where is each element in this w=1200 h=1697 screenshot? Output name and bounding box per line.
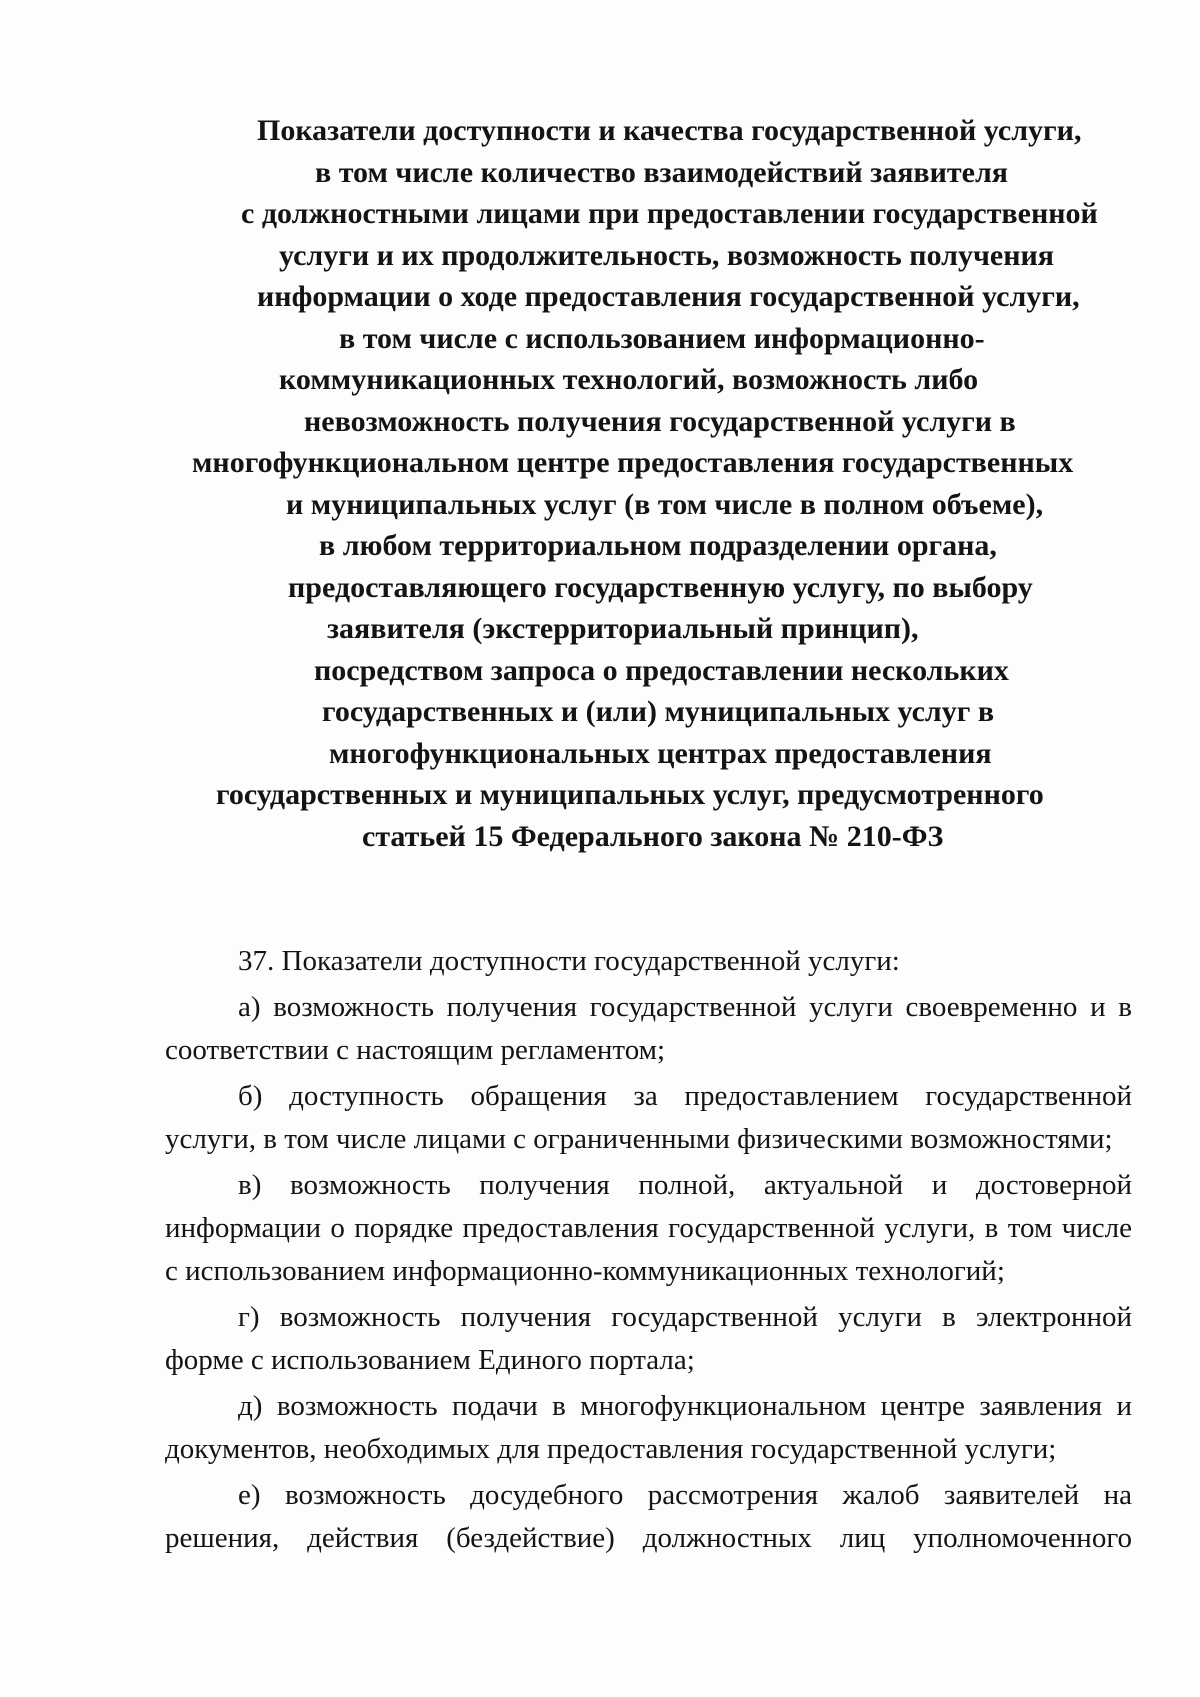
paragraph-item-e: е) возможность досудебного рассмотрения жалоб заявителей на решения, действия (бездействие) должностных лиц уполномоченного <box>165 1479 1132 1554</box>
heading-line: в любом территориальном подразделении органа, <box>319 529 997 562</box>
paragraph-item-d: д) возможность подачи в многофункциональном центре заявления и документов, необходимых для предоставления государственной услуги; <box>165 1390 1132 1465</box>
paragraph-item-v: в) возможность получения полной, актуальной и достоверной информации о порядке предоставления государственной услуги, в том числе с использованием информационно-коммуникационных технологий; <box>165 1169 1132 1287</box>
heading-line: невозможность получения государственной услуги в <box>304 404 1016 438</box>
heading-line: многофункциональном центре предоставления государственных <box>192 446 1074 479</box>
heading-line: Показатели доступности и качества государственной услуги, <box>257 114 1082 147</box>
heading-line: коммуникационных технологий, возможность либо <box>279 363 979 396</box>
heading-line: в том числе с использованием информационно- <box>339 321 985 355</box>
heading-line: государственных и муниципальных услуг, предусмотренного <box>216 778 1044 811</box>
paragraph-item-b: б) доступность обращения за предоставлением государственной услуги, в том числе лицами с ограниченными физическими возможностями; <box>165 1080 1132 1155</box>
heading-line: предоставляющего государственную услугу, по выбору <box>288 570 1033 604</box>
paragraph-37-intro: 37. Показатели доступности государственной услуги: <box>238 945 900 977</box>
heading-line: государственных и (или) муниципальных услуг в <box>322 695 995 728</box>
heading-line: посредством запроса о предоставлении нескольких <box>314 653 1009 687</box>
heading-line: многофункциональных центрах предоставления <box>329 736 992 770</box>
heading-line: и муниципальных услуг (в том числе в полном объеме), <box>286 487 1044 521</box>
paragraph-item-a: а) возможность получения государственной услуги своевременно и в соответствии с настоящим регламентом; <box>165 991 1132 1066</box>
heading-line: заявителя (экстерриториальный принцип), <box>327 612 919 645</box>
section-heading <box>190 110 1098 857</box>
heading-line: информации о ходе предоставления государственной услуги, <box>257 280 1080 313</box>
heading-line: услуги и их продолжительность, возможность получения <box>279 238 1055 272</box>
heading-line: в том числе количество взаимодействий заявителя <box>315 155 1009 189</box>
heading-line: с должностными лицами при предоставлении государственной <box>241 197 1098 230</box>
paragraph-item-g: г) возможность получения государственной услуги в электронной форме с использованием Единого портала; <box>165 1301 1132 1376</box>
document-body <box>165 940 1132 1563</box>
heading-line: статьей 15 Федерального закона № 210-ФЗ <box>362 819 944 853</box>
